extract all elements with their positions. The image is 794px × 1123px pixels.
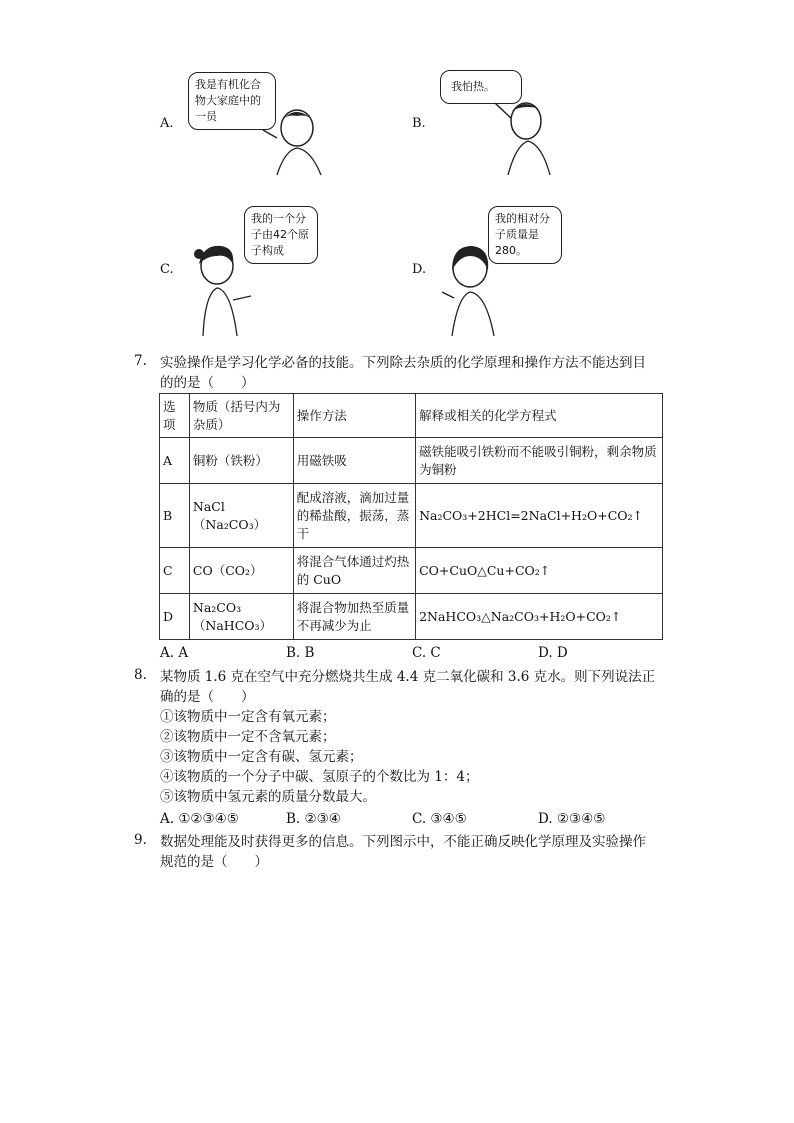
answer-option-c: C. C [412, 645, 441, 661]
statement: ④该物质的一个分子中碳、氢原子的个数比为 1：4； [160, 769, 479, 785]
table-cell: 配成溶液，滴加过量的稀盐酸，振荡，蒸干 [293, 484, 415, 548]
statement: ⑤该物质中氢元素的质量分数最大。 [160, 789, 376, 805]
question-number: 8. [134, 667, 147, 683]
statement: ③该物质中一定含有碳、氢元素； [160, 749, 363, 765]
answer-option-c: C. ③④⑤ [412, 811, 467, 827]
option-label: A. [160, 116, 174, 131]
stem-line: 的的是（ ） [160, 375, 255, 391]
option-label: C. [160, 262, 174, 277]
answer-option-b: B. ②③④ [286, 811, 341, 827]
option-label: B. [412, 116, 426, 131]
table-cell: 铜粉（铁粉） [189, 438, 293, 484]
speech-bubble: 我怕热。 [440, 70, 522, 104]
question-number: 7. [134, 353, 147, 369]
stem-line: 规范的是（ ） [160, 854, 268, 870]
table-header-row [160, 394, 663, 438]
table-cell: C [160, 548, 190, 594]
question-stem [160, 667, 655, 807]
table-cell: D [160, 594, 190, 640]
table-cell: A [160, 438, 190, 484]
answer-option-d: D. ②③④⑤ [538, 811, 606, 827]
answer-option-a: A. A [160, 645, 189, 661]
stem-line: 数据处理能及时获得更多的信息。下列图示中，不能正确反映化学原理及实验操作 [160, 834, 646, 850]
table-cell: 磁铁能吸引铁粉而不能吸引铜粉，剩余物质为铜粉 [416, 438, 663, 484]
table-row [160, 484, 663, 548]
table-cell: 2NaHCO₃△Na₂CO₃+H₂O+CO₂↑ [416, 594, 663, 640]
table-cell: 将混合气体通过灼热的 CuO [293, 548, 415, 594]
speech-bubble: 我是有机化合物大家庭中的一员 [188, 72, 276, 130]
statement: ②该物质中一定不含氧元素； [160, 729, 336, 745]
question-number: 9. [134, 832, 147, 848]
option-label: D. [412, 262, 427, 277]
table-row [160, 594, 663, 640]
boy-figure-image [255, 100, 330, 180]
table-cell: Na₂CO₃+2HCl=2NaCl+H₂O+CO₂↑ [416, 484, 663, 548]
stem-line: 确的是（ ） [160, 689, 255, 705]
question-stem [160, 832, 646, 872]
table-cell: NaCl（Na₂CO₃） [189, 484, 293, 548]
answer-option-b: B. B [286, 645, 315, 661]
table-cell: Na₂CO₃（NaHCO₃） [189, 594, 293, 640]
header-cell: 解释或相关的化学方程式 [416, 394, 663, 438]
answer-option-d: D. D [538, 645, 568, 661]
header-cell: 操作方法 [293, 394, 415, 438]
table-row [160, 438, 663, 484]
q7-table [159, 393, 663, 640]
header-cell: 物质（括号内为杂质） [189, 394, 293, 438]
speech-bubble: 我的一个分子由42个原子构成 [244, 206, 318, 264]
question-stem [160, 353, 646, 393]
answer-option-a: A. ①②③④⑤ [160, 811, 239, 827]
boy-figure-image [490, 95, 565, 180]
table-cell: 用磁铁吸 [293, 438, 415, 484]
stem-line: 某物质 1.6 克在空气中充分燃烧共生成 4.4 克二氧化碳和 3.6 克水。则下列说法正 [160, 669, 656, 685]
girl-figure-image [185, 238, 265, 338]
stem-line: 实验操作是学习化学必备的技能。下列除去杂质的化学原理和操作方法不能达到目 [160, 355, 646, 371]
table-row [160, 548, 663, 594]
table-cell: CO（CO₂） [189, 548, 293, 594]
header-cell: 选项 [160, 394, 190, 438]
table-cell: CO+CuO△Cu+CO₂↑ [416, 548, 663, 594]
table-cell: B [160, 484, 190, 548]
speech-bubble: 我的相对分子质量是280。 [488, 206, 562, 264]
girl-figure-image [436, 240, 516, 340]
table-cell: 将混合物加热至质量不再减少为止 [293, 594, 415, 640]
statement: ①该物质中一定含有氧元素； [160, 709, 336, 725]
